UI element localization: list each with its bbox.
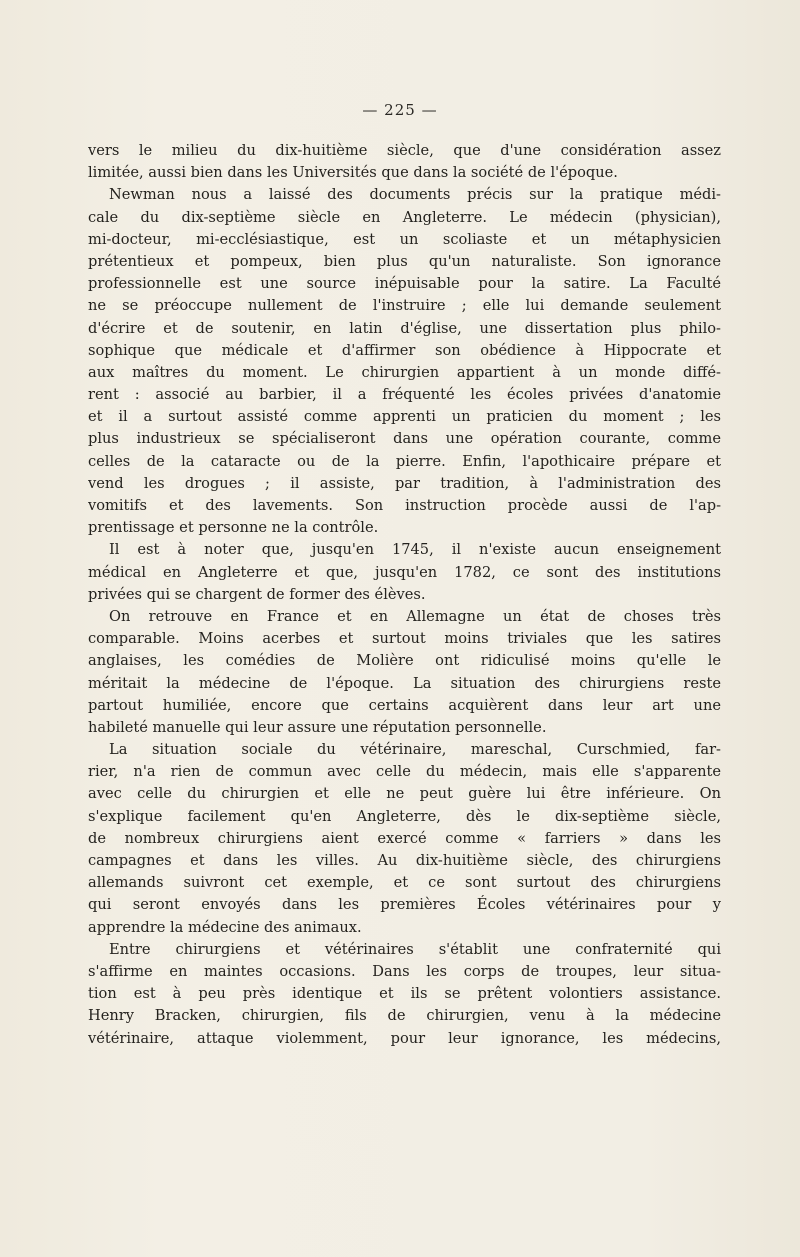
- text-line: celles de la cataracte ou de la pierre. Enfin, l'apothicaire prépare et: [88, 452, 721, 470]
- text-line: comparable. Moins acerbes et surtout moins triviales que les satires: [88, 630, 721, 648]
- text-line: vend les drogues ; il assiste, par tradition, à l'administration des: [88, 474, 721, 492]
- text-line: s'affirme en maintes occasions. Dans les corps de troupes, leur situa-: [88, 962, 721, 980]
- paragraph: [88, 539, 721, 606]
- text-line: habileté manuelle qui leur assure une réputation personnelle.: [88, 718, 547, 736]
- paragraph: [88, 739, 721, 939]
- text-line: Henry Bracken, chirurgien, fils de chirurgien, venu à la médecine: [88, 1007, 721, 1025]
- text-line: qui seront envoyés dans les premières Écoles vétérinaires pour y: [88, 896, 721, 914]
- text-line: Newman nous a laissé des documents précis sur la pratique médi-: [109, 186, 721, 204]
- text-line: rent : associé au barbier, il a fréquenté les écoles privées d'anatomie: [88, 386, 721, 404]
- text-line: vers le milieu du dix-huitième siècle, que d'une considération assez: [88, 142, 721, 159]
- text-line: privées qui se chargent de former des élèves.: [88, 585, 426, 603]
- text-line: mi-docteur, mi-ecclésiastique, est un scoliaste et un métaphysicien: [88, 230, 721, 248]
- text-line: campagnes et dans les villes. Au dix-huitième siècle, des chirurgiens: [88, 852, 721, 869]
- paragraph: [88, 606, 721, 739]
- text-line: partout humiliée, encore que certains acquièrent dans leur art une: [88, 696, 721, 714]
- text-line: Entre chirurgiens et vétérinaires s'établit une confraternité qui: [109, 940, 721, 958]
- text-line: prétentieux et pompeux, bien plus qu'un naturaliste. Son ignorance: [88, 252, 721, 270]
- text-line: et il a surtout assisté comme apprenti un praticien du moment ; les: [88, 408, 721, 426]
- text-line: méritait la médecine de l'époque. La situation des chirurgiens reste: [88, 674, 721, 692]
- text-line: vétérinaire, attaque violemment, pour leur ignorance, les médecins,: [88, 1029, 721, 1047]
- text-line: avec celle du chirurgien et elle ne peut guère lui être inférieure. On: [88, 785, 721, 803]
- text-line: rier, n'a rien de commun avec celle du médecin, mais elle s'apparente: [88, 763, 721, 781]
- text-line: médical en Angleterre et que, jusqu'en 1782, ce sont des institutions: [88, 563, 721, 581]
- paragraph: [88, 939, 721, 1050]
- text-line: Il est à noter que, jusqu'en 1745, il n'existe aucun enseignement: [109, 541, 721, 559]
- text-line: limitée, aussi bien dans les Universités que dans la société de l'époque.: [88, 164, 618, 182]
- text-line: de nombreux chirurgiens aient exercé comme « farriers » dans les: [88, 829, 721, 847]
- text-line: La situation sociale du vétérinaire, mareschal, Curschmied, far-: [109, 741, 721, 759]
- paragraph: [88, 184, 721, 539]
- text-line: apprendre la médecine des animaux.: [88, 918, 362, 936]
- text-line: aux maîtres du moment. Le chirurgien appartient à un monde diffé-: [88, 363, 721, 381]
- text-line: s'explique facilement qu'en Angleterre, dès le dix-septième siècle,: [88, 807, 721, 825]
- text-line: sophique que médicale et d'affirmer son obédience à Hippocrate et: [88, 341, 721, 359]
- text-line: tion est à peu près identique et ils se prêtent volontiers assistance.: [88, 985, 721, 1003]
- body-text: [88, 140, 721, 1050]
- text-line: anglaises, les comédies de Molière ont ridiculisé moins qu'elle le: [88, 652, 721, 670]
- page-number: — 225 —: [362, 101, 438, 119]
- text-line: ne se préoccupe nullement de l'instruire ; elle lui demande seulement: [88, 297, 721, 315]
- paragraph: [88, 140, 721, 184]
- text-line: On retrouve en France et en Allemagne un état de choses très: [109, 607, 721, 625]
- text-line: d'écrire et de soutenir, en latin d'église, une dissertation plus philo-: [88, 319, 721, 337]
- text-line: prentissage et personne ne la contrôle.: [88, 519, 379, 537]
- text-line: vomitifs et des lavements. Son instruction procède aussi de l'ap-: [88, 497, 721, 514]
- text-line: professionnelle est une source inépuisable pour la satire. La Faculté: [88, 275, 721, 293]
- text-line: plus industrieux se spécialiseront dans une opération courante, comme: [88, 430, 721, 448]
- text-line: cale du dix-septième siècle en Angleterre. Le médecin (physician),: [88, 208, 721, 226]
- text-line: allemands suivront cet exemple, et ce sont surtout des chirurgiens: [88, 874, 721, 892]
